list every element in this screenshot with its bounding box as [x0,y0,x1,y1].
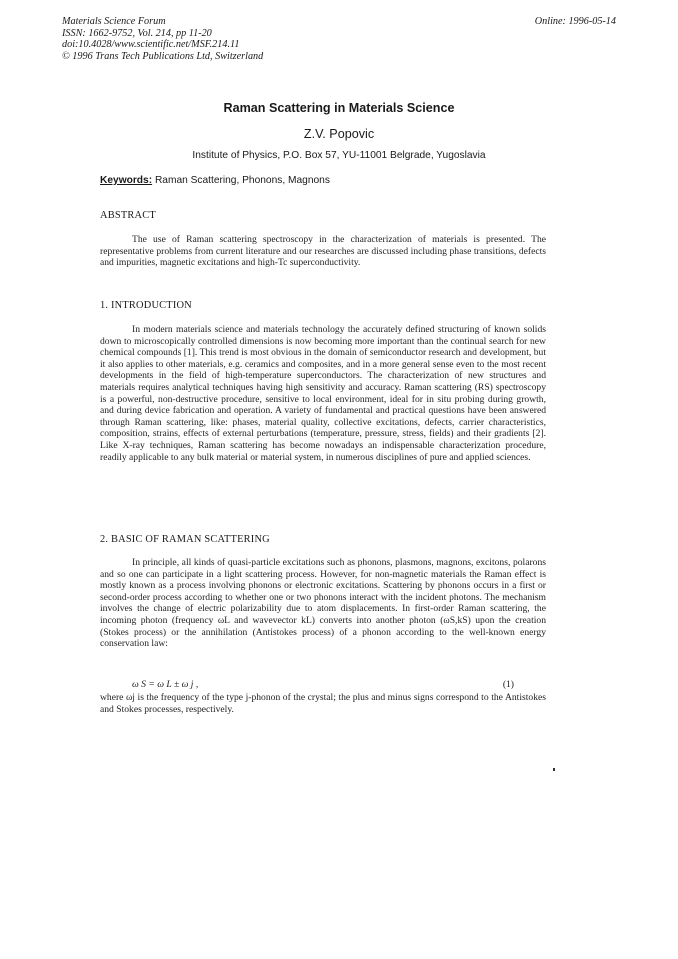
online-date: Online: 1996-05-14 [534,16,616,27]
equation-body: ω S = ω L ± ω j , [132,679,199,690]
introduction-heading: 1. INTRODUCTION [100,300,192,311]
keywords-label: Keywords: [100,175,153,186]
paper-author: Z.V. Popovic [303,127,375,141]
scan-speck [553,768,555,771]
keywords-line [100,175,330,186]
equation-number: (1) [502,679,514,690]
introduction-text: In modern materials science and materials technology the accurately defined structuring of known solids down to microscopically controlled dimensions is now becoming more important than the continual search for new chemical compounds [1]. This trend is most obvious in the domain of semiconductor research and development, but it also applies to other materials, e.g. ceramics and composites, and in a more general sense even to the most recent developments in the field of high-temperature superconductors. The characterization of new structures and materials requires analytical techniques having high sensitivity and accuracy. Raman scattering (RS) spectroscopy is a powerful, non-destructive procedure, sensitive to local environment, ideal for in situ probing during growth, and during device fabrication and operation. A variety of fundamental and practical questions have been answered through Raman scattering, like: phases, material quality, collective excitations, defects, carrier characteristics, composition, strains, effects of external perturbations (temperature, pressure, stress, fields) and their gradients [2]. Like X-ray techniques, Raman scattering has become nowadays an indispensable characterization procedure, readily applicable to any bulk material or material system, in numerous disciplines of pure and applied sciences. [100,324,546,463]
section-2-heading: 2. BASIC OF RAMAN SCATTERING [100,534,270,545]
abstract-text: The use of Raman scattering spectroscopy in the characterization of materials is presented. The representative problems from current literature and our researches are discussed including phase transitions, defects and impurities, magnetic excitations and high-Tc superconductivity. [100,234,546,269]
section-2-text: In principle, all kinds of quasi-particle excitations such as phonons, plasmons, magnons, excitons, polarons and so one can participate in a light scattering process. However, for non-magnetic materials the Raman effect is mostly known as a process involving phonons or electronic excitations. Scattering by phonons occurs in a first or second-order process according to whether one or two phonons interact with the incident photons. The mechanism involves the change of electric polarizability due to atom displacements. In first-order Raman scattering, the incoming photon (frequency ωL and wavevector kL) converts into another photon (ωS,kS) upon the creation (Stokes process) or the annihilation (Antistokes process) of a phonon according to the well-known energy conservation law: [100,557,546,650]
journal-name: Materials Science Forum [62,16,166,27]
journal-doi: doi:10.4028/www.scientific.net/MSF.214.11 [62,39,240,51]
equation-1 [132,679,514,690]
abstract-heading: ABSTRACT [100,210,156,221]
section-2-continuation: where ωj is the frequency of the type j-phonon of the crystal; the plus and minus signs correspond to the Antistokes and Stokes processes, respectively. [100,692,546,715]
paper-title: Raman Scattering in Materials Science [223,101,455,115]
journal-issn: ISSN: 1662-9752, Vol. 214, pp 11-20 [62,27,212,39]
journal-header [62,16,263,62]
journal-copyright: © 1996 Trans Tech Publications Ltd, Switzerland [62,50,264,62]
keywords-value: Raman Scattering, Phonons, Magnons [154,175,330,186]
author-affiliation: Institute of Physics, P.O. Box 57, YU-11001 Belgrade, Yugoslavia [192,150,486,161]
